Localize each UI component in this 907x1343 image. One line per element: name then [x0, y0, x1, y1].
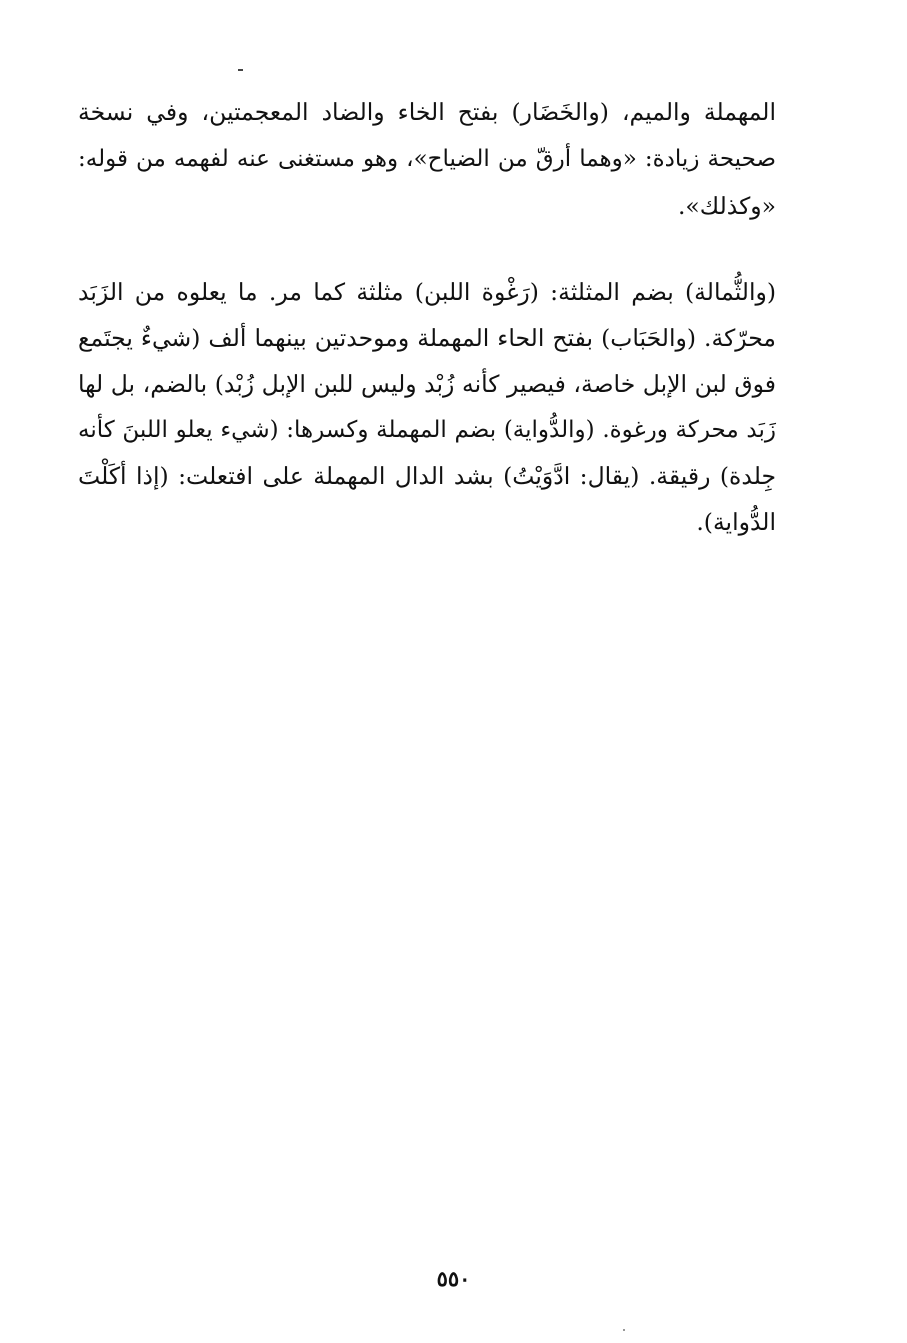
paragraph-line: محرّكة. (والحَبَاب) بفتح الحاء المهملة وموحدتين بينهما ألف (شيءٌ يجتَمع — [78, 324, 776, 352]
page-number: ٥٥٠ — [436, 1266, 471, 1291]
paragraph-line: جِلدة) رقيقة. (يقال: ادَّوَيْتُ) بشد الدال المهملة على افتعلت: (إذا أكَلْتَ — [78, 462, 776, 490]
paragraph-line: المهملة والميم، (والخَضَار) بفتح الخاء والضاد المعجمتين، وفي نسخة — [78, 98, 776, 126]
paragraph-line: صحيحة زيادة: «وهما أرقّ من الضياح»، وهو مستغنى عنه لفهمه من قوله: — [78, 146, 776, 172]
paragraph-line: (والثُّمالة) بضم المثلثة: (رَغْوة اللبن) مثلثة كما مر. ما يعلوه من الزَبَد — [78, 278, 776, 306]
paragraph-line: «وكذلك». — [677, 192, 776, 220]
paragraph-line: الدُّواية). — [696, 508, 776, 536]
paragraph-line: زَبَد محركة ورغوة. (والدُّواية) بضم المهملة وكسرها: (شيء يعلو اللبنَ كأنه — [78, 417, 776, 443]
paragraph-line: فوق لبن الإبل خاصة، فيصير كأنه زُبْد وليس للبن الإبل زُبْد) بالضم، بل لها — [78, 370, 776, 398]
